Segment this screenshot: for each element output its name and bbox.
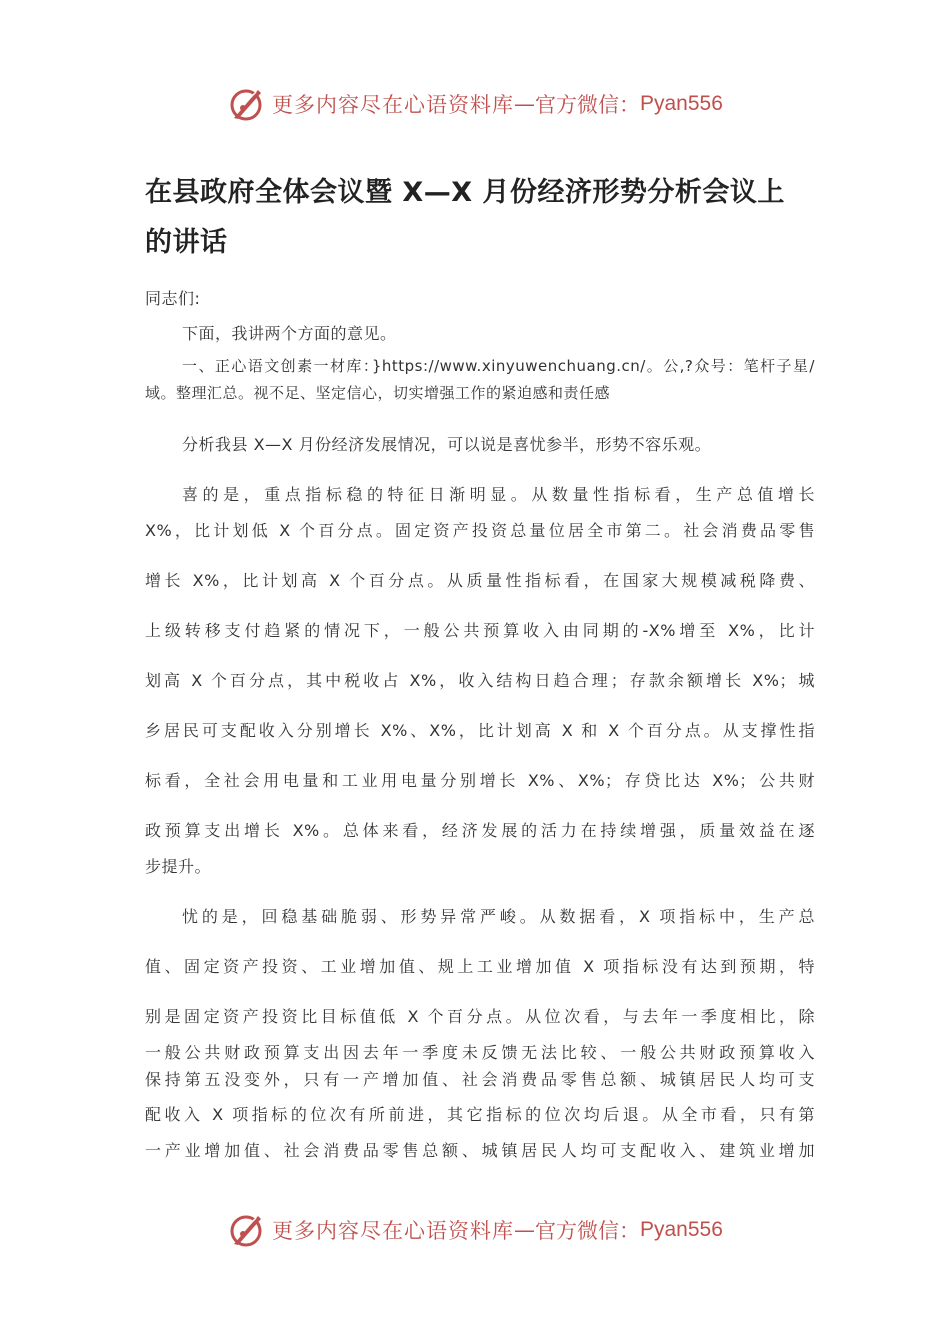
text-line: 喜的是，重点指标稳的特征日渐明显。从数量性指标看，生产总值增长	[182, 485, 815, 504]
text-line: 一般公共财政预算支出因去年一季度未反馈无法比较、一般公共财政预算收入	[145, 1043, 815, 1062]
text-line: 值、固定资产投资、工业增加值、规上工业增加值 X 项指标没有达到预期，特	[145, 957, 815, 976]
text-line: 保持第五没变外，只有一产增加值、社会消费品零售总额、城镇居民人均可支	[145, 1070, 815, 1089]
banner-wechat-id: Pyan556	[640, 92, 723, 115]
text-line: 步提升。	[145, 857, 212, 876]
page-title	[145, 168, 815, 268]
banner-text: 更多内容尽在心语资料库	[272, 1219, 514, 1243]
banner-separator: —	[514, 1218, 535, 1242]
banner-wechat-id: Pyan556	[640, 1218, 723, 1241]
text-line: 上级转移支付趋紧的情况下，一般公共预算收入由同期的-X%增至 X%，比计	[145, 621, 815, 640]
text-line: 分析我县 X—X 月份经济发展情况，可以说是喜忧参半，形势不容乐观。	[182, 435, 712, 454]
text-line: 一、正心语文创素一材库：}https://www.xinyuwenchuang.cn/。公,?众号：笔杆子星/	[182, 357, 815, 375]
text-line: 乡居民可支配收入分别增长 X%、X%，比计划高 X 和 X 个百分点。从支撑性指	[145, 721, 815, 740]
salutation: 同志们:	[145, 289, 201, 308]
text-line: 划高 X 个百分点，其中税收占 X%，收入结构日趋合理；存款余额增长 X%；城	[145, 671, 815, 690]
footer-banner	[228, 1210, 728, 1250]
text-line: 政预算支出增长 X%。总体来看，经济发展的活力在持续增强，质量效益在逐	[145, 821, 815, 840]
banner-wechat-label: 官方微信：	[535, 93, 640, 117]
text-line: X%，比计划低 X 个百分点。固定资产投资总量位居全市第二。社会消费品零售	[145, 521, 815, 540]
banner-wechat-label: 官方微信：	[535, 1219, 640, 1243]
text-line: 域。整理汇总。视不足、坚定信心，切实增强工作的紧迫感和责任感	[145, 384, 611, 402]
quill-logo-icon	[228, 1210, 268, 1250]
header-banner	[228, 84, 728, 124]
text-line: 标看，全社会用电量和工业用电量分别增长 X%、X%；存贷比达 X%；公共财	[145, 771, 815, 790]
text-line: 下面，我讲两个方面的意见。	[182, 324, 397, 343]
title-line-2: 的讲话	[145, 227, 228, 258]
banner-separator: —	[514, 92, 535, 116]
quill-logo-icon	[228, 84, 268, 124]
text-line: 别是固定资产投资比目标值低 X 个百分点。从位次看，与去年一季度相比，除	[145, 1007, 815, 1026]
text-line: 一产业增加值、社会消费品零售总额、城镇居民人均可支配收入、建筑业增加	[145, 1141, 815, 1160]
title-line-1: 在县政府全体会议暨 X—X 月份经济形势分析会议上	[145, 177, 785, 208]
text-line: 增长 X%，比计划高 X 个百分点。从质量性指标看，在国家大规模减税降费、	[145, 571, 815, 590]
text-line: 忧的是，回稳基础脆弱、形势异常严峻。从数据看，X 项指标中，生产总	[182, 907, 815, 926]
text-line: 配收入 X 项指标的位次有所前进，其它指标的位次均后退。从全市看，只有第	[145, 1105, 815, 1124]
banner-text: 更多内容尽在心语资料库	[272, 93, 514, 117]
